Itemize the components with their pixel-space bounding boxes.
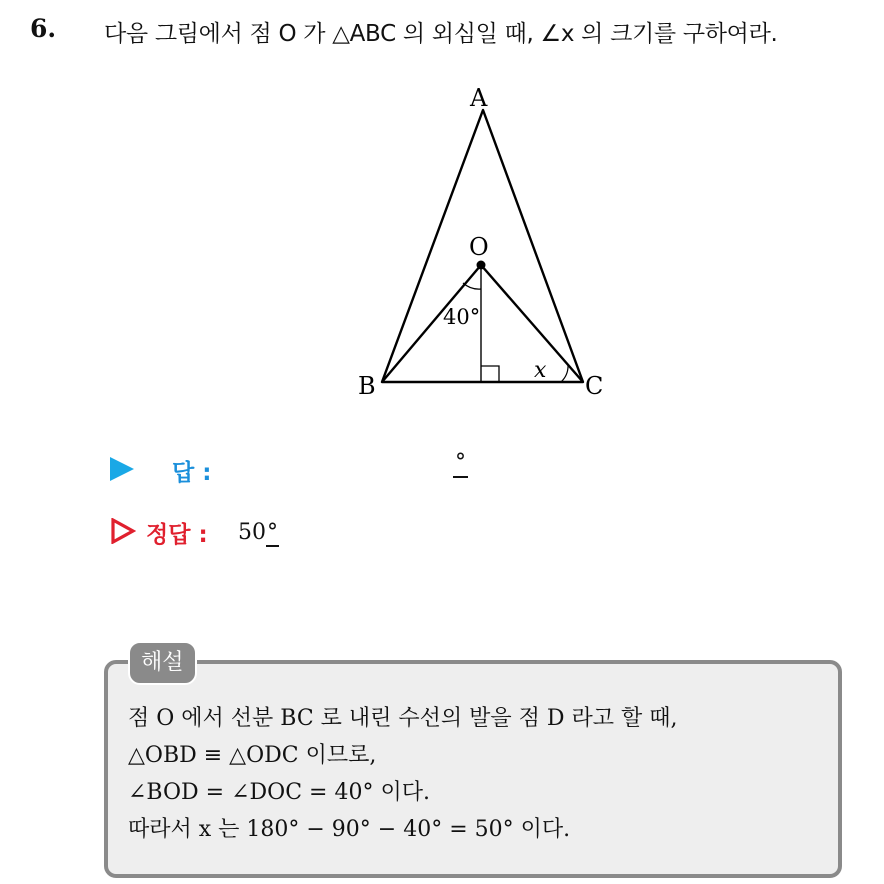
label-c: C	[585, 372, 604, 400]
label-angle-40: 40°	[443, 305, 481, 329]
solution-text	[128, 700, 678, 848]
solution-line: ∠BOD = ∠DOC = 40° 이다.	[128, 780, 430, 805]
correct-number: 50	[238, 520, 266, 545]
right-angle-mark	[481, 366, 499, 382]
label-o: O	[469, 233, 489, 261]
point-o	[477, 261, 486, 270]
correct-label: 정답 :	[146, 522, 208, 548]
correct-answer-row	[110, 512, 510, 548]
label-angle-x: x	[534, 358, 547, 383]
answer-label: 답 :	[172, 460, 212, 486]
label-b: B	[358, 372, 376, 400]
answer-row	[110, 452, 510, 488]
segment-oc	[481, 265, 583, 382]
solution-line: 점 O 에서 선분 BC 로 내린 수선의 발을 점 D 라고 할 때,	[128, 706, 678, 731]
triangle-figure	[340, 80, 630, 410]
solution-line: △OBD ≡ △ODC 이므로,	[128, 743, 377, 768]
solution-line: 따라서 x 는 180° − 90° − 40° = 50° 이다.	[128, 817, 571, 842]
question-text: 다음 그림에서 점 O 가 △ABC 의 외심일 때, ∠x 의 크기를 구하여라.	[104, 21, 778, 47]
correct-unit: °	[267, 520, 278, 545]
answer-blank[interactable]: °	[453, 450, 468, 478]
question-number: 6.	[30, 14, 57, 43]
solution-tag: 해설	[128, 641, 197, 685]
label-a: A	[470, 84, 488, 112]
angle-arc-x	[561, 365, 568, 382]
outline-arrow-icon	[110, 518, 136, 544]
play-arrow-icon	[110, 457, 134, 481]
correct-value	[238, 520, 279, 545]
